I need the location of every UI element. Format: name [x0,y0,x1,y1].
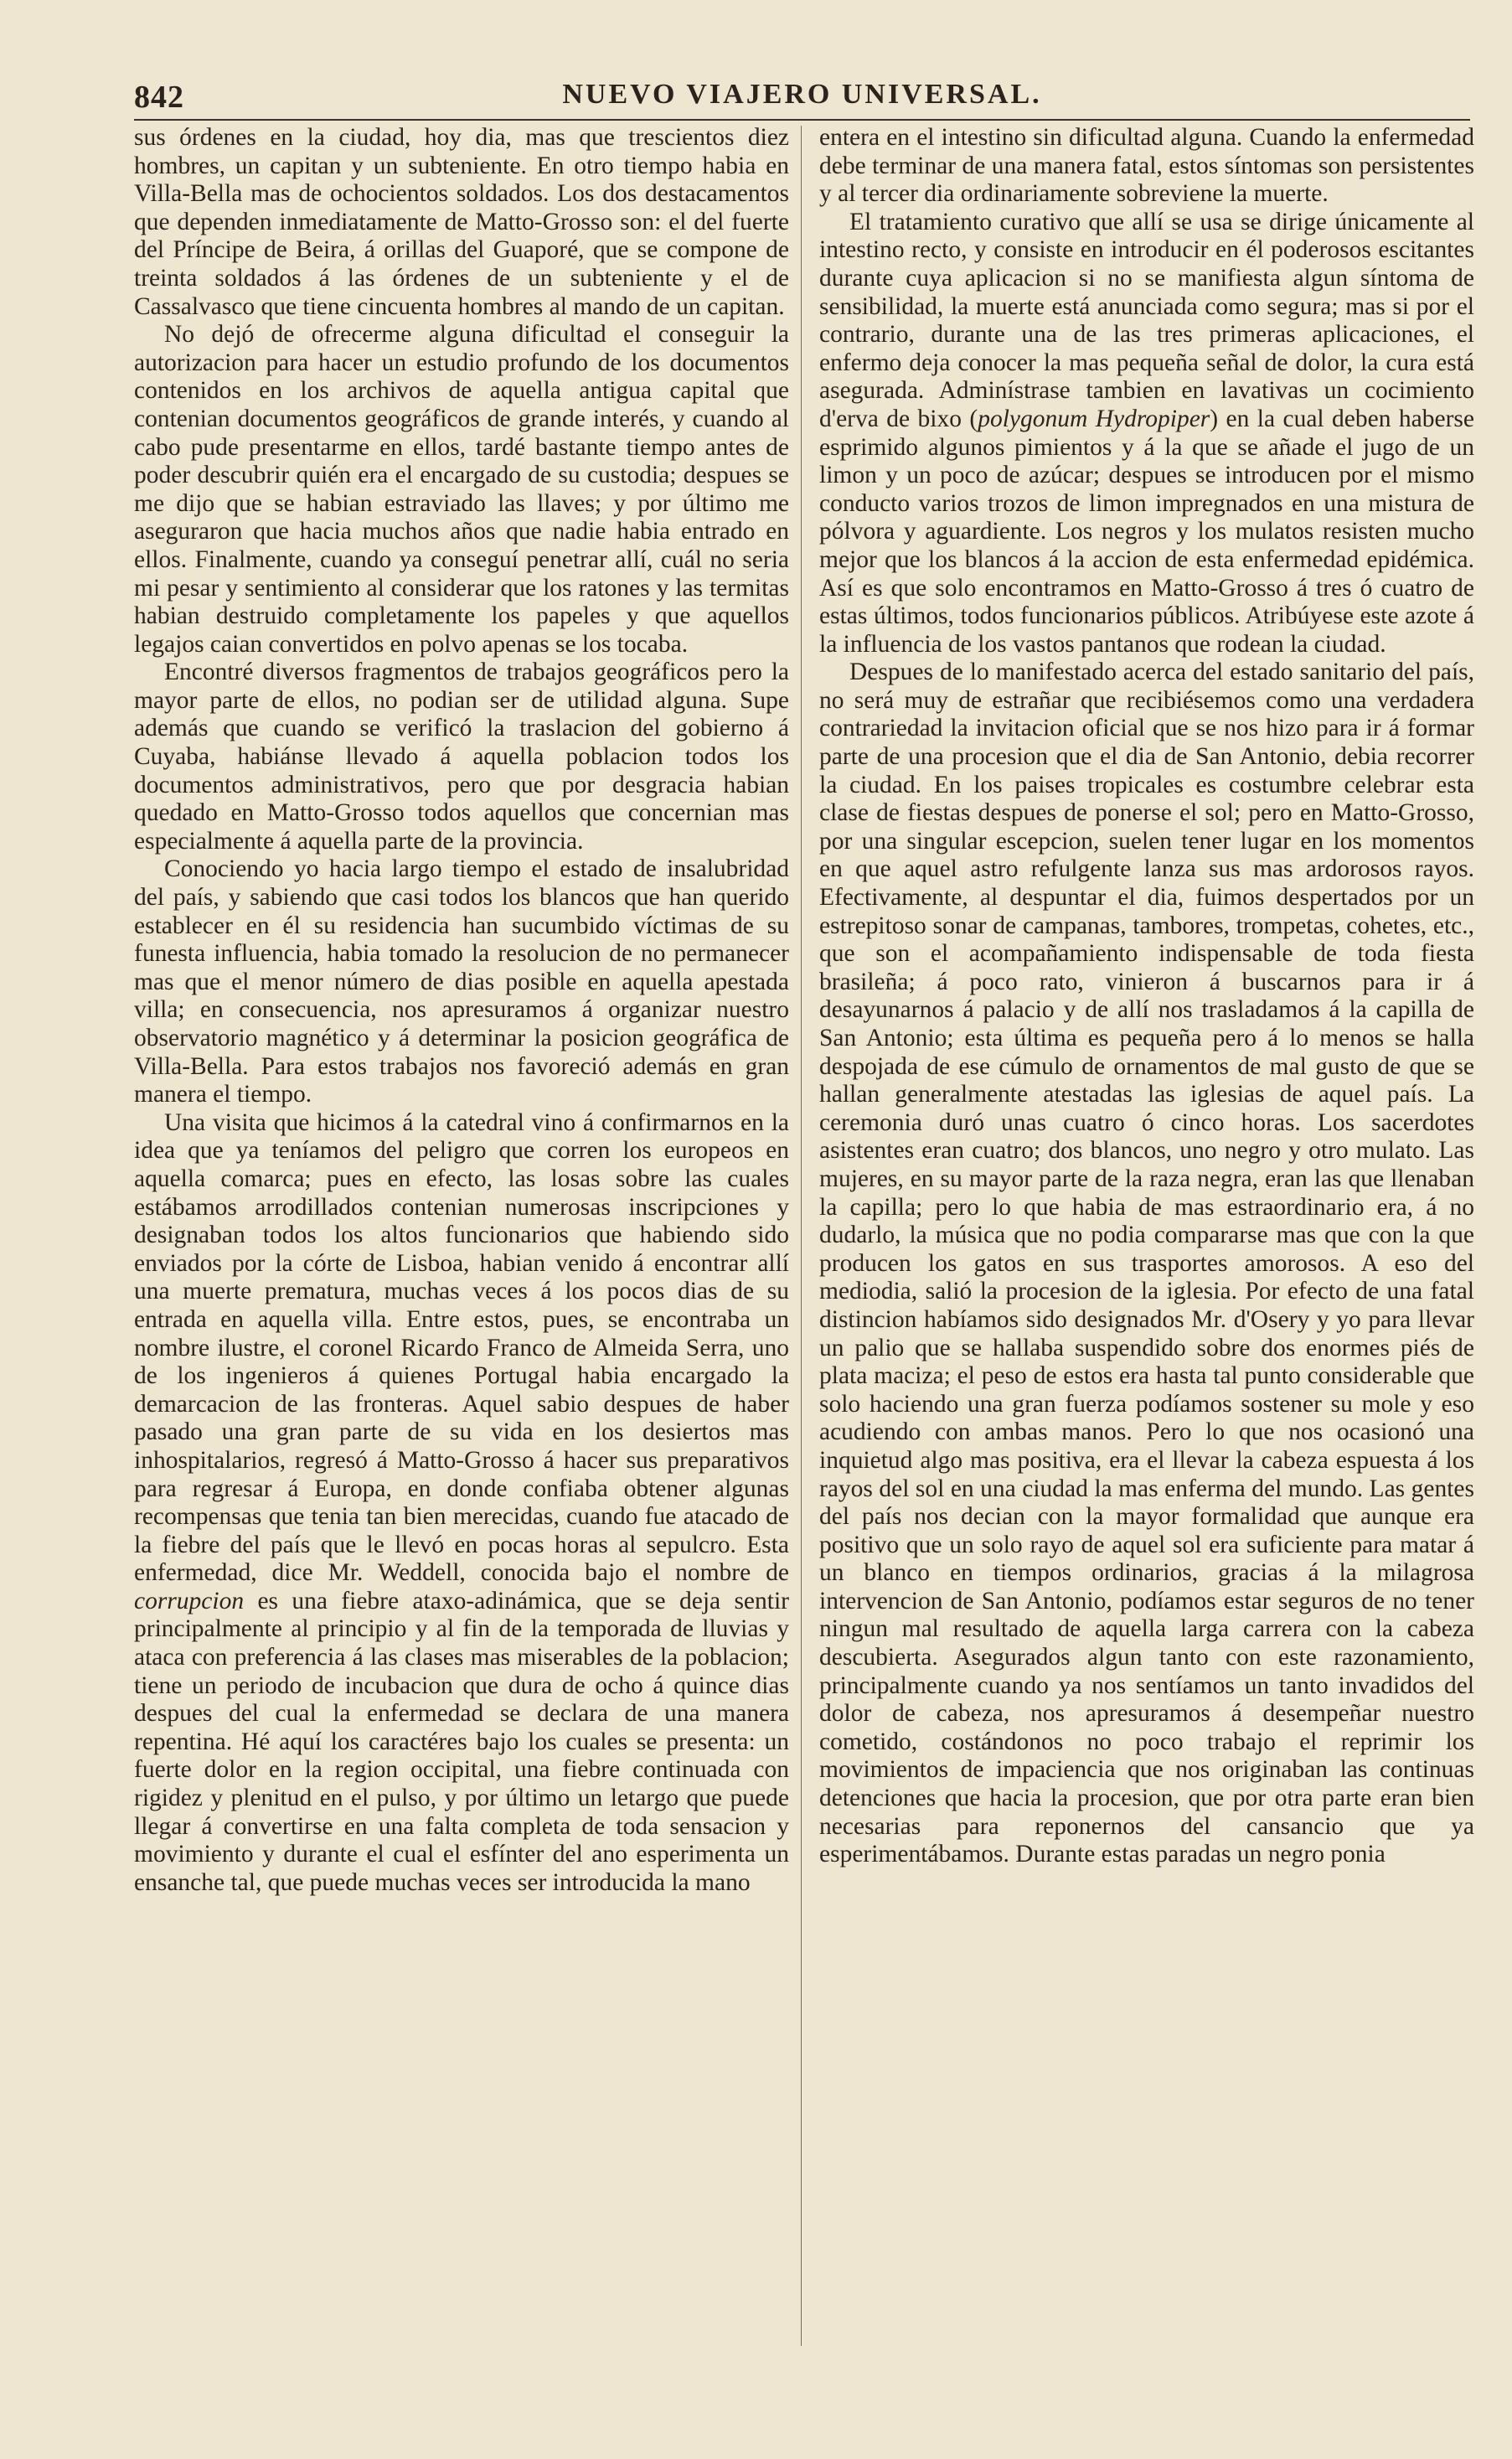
page-number: 842 [134,80,184,115]
page-header [134,77,1470,121]
paragraph [819,209,1474,659]
paragraph: sus órdenes en la ciudad, hoy dia, mas que trescientos diez hombres, un capitan y un subteniente. En otro tiempo habia en Villa-Bella mas de ochocientos soldados. Los dos destacamentos que dependen inmediatamente de Matto-Grosso son: el del fuerte del Príncipe de Beira, á orillas del Guaporé, que se compone de treinta soldados á las órdenes de un subteniente y el de Cassalvasco que tiene cincuenta hombres al mando de un capitan. [134,124,789,320]
paragraph: No dejó de ofrecerme alguna dificultad el conseguir la autorizacion para hacer un estudio profundo de los documentos contenidos en los archivos de aquella antigua capital que contenian documentos geográficos de grande interés, y cuando al cabo pude presentarme en ellos, tardé bastante tiempo antes de poder descubrir quién era el encargado de su custodia; despues se me dijo que se habian estraviado las llaves; y por último me aseguraron que hacia muchos años que nadie habia entrado en ellos. Finalmente, cuando ya conseguí penetrar allí, cuál no seria mi pesar y sentimiento al considerar que los ratones y las termitas habian destruido completamente los papeles y que aquellos legajos caian convertidos en polvo apenas se los tocaba. [134,321,789,658]
italic-term: polygonum Hydropiper [978,405,1210,432]
paragraph: Encontré diversos fragmentos de trabajos geográficos pero la mayor parte de ellos, no podian ser de utilidad alguna. Supe además que cuando se verificó la traslacion del gobierno á Cuyaba, habiánse llevado á aquella poblacion todos los documentos administrativos, pero que por desgracia habian quedado en Matto-Grosso todos aquellos que concernian mas especialmente á aquella parte de la provincia. [134,659,789,855]
right-column [819,124,1474,2353]
running-title: NUEVO VIAJERO UNIVERSAL. [562,79,1042,110]
text-run: ) en la cual deben haberse esprimido algunos pimientos y á la que se añade el jugo de un limon y un poco de azúcar; despues se introducen por el mismo conducto varios trozos de limon impregnados en una mistura de pólvora y aguardiente. Los negros y los mulatos resisten mucho mejor que los blancos á la accion de esta enfermedad epidémica. Así es que solo encontramos en Matto-Grosso á tres ó cuatro de estas últimos, todos funcionarios públicos. Atribúyese este azote á la influencia de los vastos pantanos que rodean la ciudad. [819,405,1474,658]
column-divider [801,126,802,2346]
left-column [134,124,789,2353]
text-run: Una visita que hicimos á la catedral vino á confirmarnos en la idea que ya teníamos del peligro que corren los europeos en aquella comarca; pues en efecto, las losas sobre las cuales estábamos arrodillados contenian numerosas inscripciones y designaban todos los altos funcionarios que habiendo sido enviados por la córte de Lisboa, habian venido á encontrar allí una muerte prematura, muchas veces á los pocos dias de su entrada en aquella villa. Entre estos, pues, se encontraba un nombre ilustre, el coronel Ricardo Franco de Almeida Serra, uno de los ingenieros á quienes Portugal habia encargado la demarcacion de las fronteras. Aquel sabio despues de haber pasado una gran parte de su vida en los desiertos mas inhospitalarios, regresó á Matto-Grosso á hacer sus preparativos para regresar á Europa, en donde confiaba obtener algunas recompensas que tenia tan bien merecidas, cuando fue atacado de la fiebre del país que le llevó en pocas horas al sepulcro. Esta enfermedad, dice Mr. Weddell, conocida bajo el nombre de [134,1108,789,1587]
paragraph: Despues de lo manifestado acerca del estado sanitario del país, no será muy de estrañar que recibiésemos como una verdadera contrariedad la invitacion oficial que se nos hizo para ir á formar parte de una procesion que el dia de San Antonio, debia recorrer la ciudad. En los paises tropicales es costumbre celebrar esta clase de fiestas despues de ponerse el sol; pero en Matto-Grosso, por una singular escepcion, suelen tener lugar en los momentos en que aquel astro refulgente lanza sus mas ardorosos rayos. Efectivamente, al despuntar el dia, fuimos despertados por un estrepitoso sonar de campanas, tambores, trompetas, cohetes, etc., que son el acompañamiento indispensable de toda fiesta brasileña; á poco rato, vinieron á buscarnos para ir á desayunarnos á palacio y de allí nos trasladamos á la capilla de San Antonio; esta última es pequeña pero á lo menos se halla despojada de ese cúmulo de ornamentos de mal gusto de que se hallan generalmente atestadas las iglesias de aquel país. La ceremonia duró unas cuatro ó cinco horas. Los sacerdotes asistentes eran cuatro; dos blancos, uno negro y otro mulato. Las mujeres, en su mayor parte de la raza negra, eran las que llenaban la capilla; pero lo que habia de mas estraordinario era, á no dudarlo, la música que no podia compararse mas que con la que producen los gatos en sus trasportes amorosos. A eso del mediodia, salió la procesion de la iglesia. Por efecto de una fatal distincion habíamos sido designados Mr. d'Osery y yo para llevar un palio que se hallaba suspendido sobre dos enormes piés de plata maciza; el peso de estos era hasta tal punto considerable que solo haciendo una gran fuerza podíamos sostener su mole y eso acudiendo con ambas manos. Pero lo que nos ocasionó una inquietud algo mas positiva, era el llevar la cabeza espuesta á los rayos del sol en una ciudad la mas enferma del mundo. Las gentes del país nos decian con la mayor formalidad que aunque era positivo que un solo rayo de aquel sol era suficiente para matar á un blanco en tiempos ordinarios, gracias á la milagrosa intervencion de San Antonio, podíamos estar seguros de no tener ningun mal resultado de aquella larga carrera con la cabeza descubierta. Asegurados algun tanto con este razonamiento, principalmente cuando ya nos sentíamos un tanto invadidos del dolor de cabeza, nos apresuramos á desempeñar nuestro cometido, costándonos no poco trabajo el reprimir los movimientos de impaciencia que nos originaban las continuas detenciones que hacia la procesion, que por otra parte eran bien necesarias para reponernos del cansancio que ya esperimentábamos. Durante estas paradas un negro ponia [819,659,1474,1868]
paragraph: Conociendo yo hacia largo tiempo el estado de insalubridad del país, y sabiendo que casi todos los blancos que han querido establecer en él su residencia han sucumbido víctimas de su funesta influencia, habia tomado la resolucion de no permanecer mas que el menor número de dias posible en aquella apestada villa; en consecuencia, nos apresuramos á organizar nuestro observatorio magnético y á determinar la posicion geográfica de Villa-Bella. Para estos trabajos nos favoreció además en gran manera el tiempo. [134,855,789,1108]
text-run: El tratamiento curativo que allí se usa se dirige únicamente al intestino recto, y consiste en introducir en él poderosos escitantes durante cuya aplicacion si no se manifiesta algun síntoma de sensibilidad, la muerte está anunciada como segura; mas si por el contrario, durante una de las tres primeras aplicaciones, el enfermo deja conocer la mas pequeña señal de dolor, la cura está asegurada. Adminístrase tambien en lavativas un cocimiento d'erva de bixo ( [819,208,1474,432]
paragraph [134,1109,789,1898]
text-run: es una fiebre ataxo-adinámica, que se deja sentir principalmente al principio y al fin de la temporada de lluvias y ataca con preferencia á las clases mas miserables de la poblacion; tiene un periodo de incubacion que dura de ocho á quince dias despues del cual la enfermedad se declara de una manera repentina. Hé aquí los caractéres bajo los cuales se presenta: un fuerte dolor en la region occipital, una fiebre continuada con rigidez y plenitud en el pulso, y por último un letargo que puede llegar á convertirse en una falta completa de toda sensacion y movimiento y durante el cual el esfínter del ano esperimenta un ensanche tal, que puede muchas veces ser introducida la mano [134,1587,789,1896]
italic-term: corrupcion [134,1587,245,1614]
paragraph: entera en el intestino sin dificultad alguna. Cuando la enfermedad debe terminar de una manera fatal, estos síntomas son persistentes y al tercer dia ordinariamente sobreviene la muerte. [819,124,1474,208]
